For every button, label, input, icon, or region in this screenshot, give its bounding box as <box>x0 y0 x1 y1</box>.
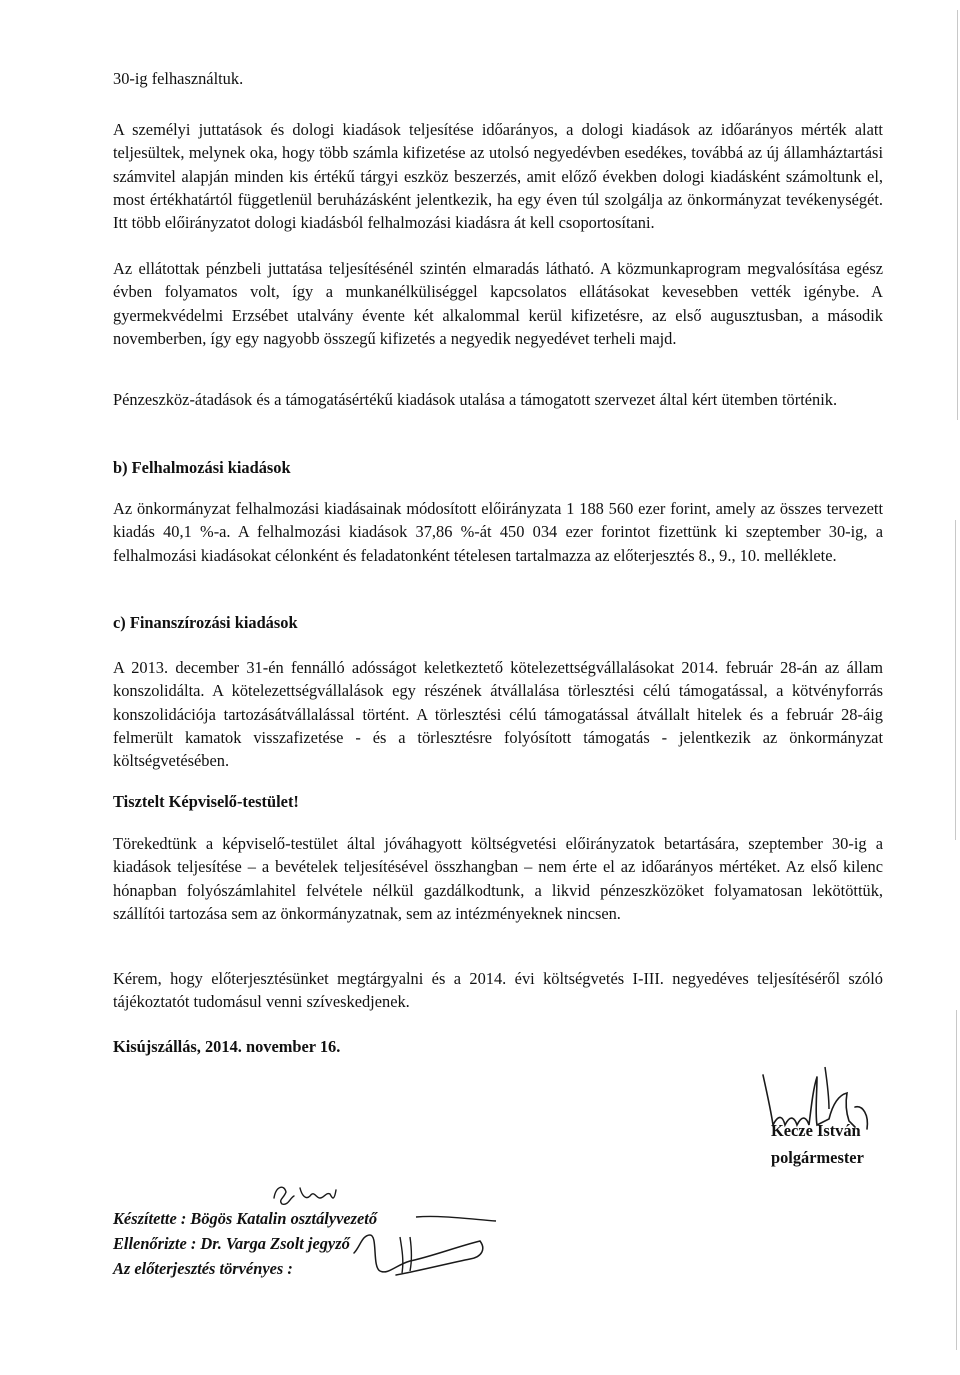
checked-by: Ellenőrizte : Dr. Varga Zsolt jegyző <box>113 1234 350 1253</box>
scan-edge-line <box>955 520 956 840</box>
paragraph-transfers: Pénzeszköz-átadások és a támogatásértékű kiadások utalása a támogatott szervezet által kért ütemben történik. <box>113 390 838 409</box>
scan-edge-line <box>957 10 958 420</box>
clerk-signature <box>300 1205 510 1285</box>
heading-financing-expenditures: c) Finanszírozási kiadások <box>113 613 298 632</box>
signer-name: Kecze István <box>771 1121 861 1140</box>
intro-fragment: 30-ig felhasználtuk. <box>113 69 244 88</box>
signer-title: polgármester <box>771 1148 864 1167</box>
heading-capital-expenditures: b) Felhalmozási kiadások <box>113 458 291 477</box>
paragraph-personnel-expenses: A személyi juttatások és dologi kiadások teljesítése időarányos, a dologi kiadások az időarányos mérték alatt teljesültek, melynek oka, hogy több számla kifizetése az utolsó negyedévben esedékes, továbbá az új államháztartási számvitel alapján minden kis értékű tárgyi eszköz beszerzés, amit előző években dologi kiadásként számoltunk el, most értékhatártól függetlenül beruházásként jelentkezik, ha egy éven túl szolgálja az önkormányzat tevékenységét. Itt több előirányzatot dologi kiadásból felhalmozási kiadásra át kell csoportosítani. <box>113 120 883 233</box>
paragraph-capital-expenditures: Az önkormányzat felhalmozási kiadásainak módosított előirányzata 1 188 560 ezer forint, amely az összes tervezett kiadás 40,1 %-a. A felhalmozási kiadások 37,86 %-át 450 034 ezer forintot fizettünk ki szeptember 30-ig, a felhalmozási kiadásokat célonként és feladatonként tételesen tartalmazza az előterjesztés 8., 9., 10. melléklete. <box>113 499 883 565</box>
place-and-date: Kisújszállás, 2014. november 16. <box>113 1037 341 1056</box>
salutation: Tisztelt Képviselő-testület! <box>113 792 299 811</box>
prepared-by: Készítette : Bögös Katalin osztályvezető <box>113 1209 378 1228</box>
legal-check: Az előterjesztés törvényes : <box>113 1259 293 1278</box>
paragraph-benefits: Az ellátottak pénzbeli juttatása teljesítésénél szintén elmaradás látható. A közmunkaprogram megvalósítása egész évben folyamatos volt, így a munkanélküliséggel kapcsolatos ellátásokat kevesebben vették igénybe. A gyermekvédelmi Erzsébet utalvány évente két alkalommal kerül kifizetésre, az első augusztusban, a második novemberben, így egy nagyobb összegű kifizetés a negyedik negyedévet terheli majd. <box>113 259 883 348</box>
paragraph-request: Kérem, hogy előterjesztésünket megtárgyalni és a 2014. évi költségvetés I-III. negyedéves teljesítéséről szóló tájékoztatót tudomásul venni szíveskedjenek. <box>113 969 883 1012</box>
paragraph-summary: Törekedtünk a képviselő-testület által jóváhagyott költségvetési előirányzatok betartására, szeptember 30-ig a kiadások teljesítése – a bevételek teljesítésével összhangban – nem érte el az időarányos mértéket. Az első kilenc hónapban folyószámlahitel felvétele nélkül gazdálkodtunk, a likvid pénzeszközöket folyamatosan lekötöttük, szállítói tartozása sem az önkormányzatnak, sem az intézményeknek nincsen. <box>113 834 883 923</box>
scan-edge-line <box>956 1010 957 1350</box>
paragraph-financing-expenditures: A 2013. december 31-én fennálló adósságot keletkeztető kötelezettségvállalásokat 2014. február 28-án az állam konszolidálta. A kötelezettségvállalások egy részének átvállalása törlesztési célú támogatással, a kötvényforrás konszolidációja tartozásátvállalással történt. A törlesztési célú támogatással átvállalt hitelek és a február 28-áig felmerült kamatok visszafizetése - és a törlesztésre folyósított támogatás - jelentkezik az önkormányzat költségvetésében. <box>113 658 883 771</box>
